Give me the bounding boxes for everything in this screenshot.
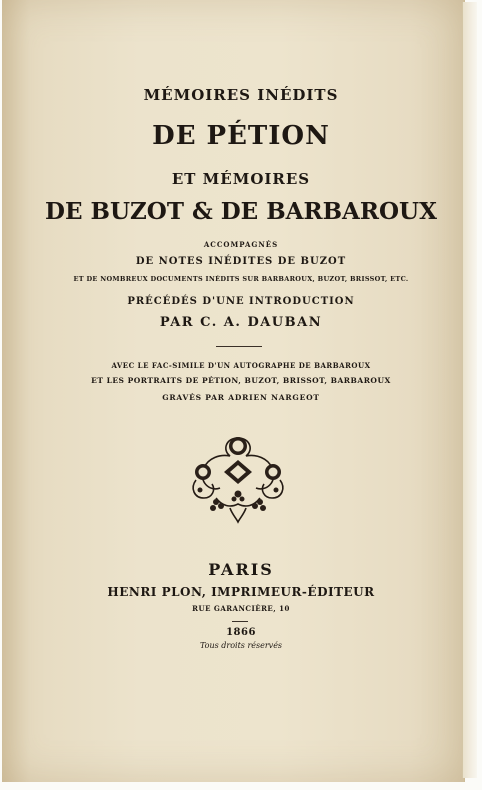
engraver-line: GRAVÉS PAR ADRIEN NARGEOT [162,393,320,402]
title-line-et-memoires: ET MÉMOIRES [171,170,311,188]
imprint-rule [232,621,248,622]
publisher-device-ornament-icon [186,432,290,524]
imprint-year: 1866 [226,627,256,638]
imprint-publisher: HENRI PLON, IMPRIMEUR-ÉDITEUR [107,585,375,599]
introduction-line: PRÉCÉDÉS D'UNE INTRODUCTION [127,296,355,307]
imprint-city: PARIS [208,560,274,579]
title-line-memoires-inedits: MÉMOIRES INÉDITS [143,86,339,104]
subtitle-documents-inedits: ET DE NOMBREUX DOCUMENTS INÉDITS SUR BARBAROUX, BUZOT, BRISSOT, ETC. [73,275,409,283]
title-line-de-petion: DE PÉTION [152,121,330,151]
title-line-buzot-barbaroux: DE BUZOT & DE BARBAROUX [45,198,437,225]
title-page [2,0,465,782]
page-stack-edge [462,2,477,778]
portraits-line: ET LES PORTRAITS DE PÉTION, BUZOT, BRISSOT, BARBAROUX [91,376,391,385]
divider-rule [216,346,262,347]
author-line: PAR C. A. DAUBAN [159,315,323,330]
imprint-address: RUE GARANCIÈRE, 10 [192,604,290,613]
facsimile-line: AVEC LE FAC-SIMILE D'UN AUTOGRAPHE DE BARBAROUX [111,361,371,370]
subtitle-accompagnes: ACCOMPAGNÉS [203,240,279,249]
subtitle-notes-inedites: DE NOTES INÉDITES DE BUZOT [135,256,347,267]
imprint-rights: Tous droits réservés [199,641,283,650]
